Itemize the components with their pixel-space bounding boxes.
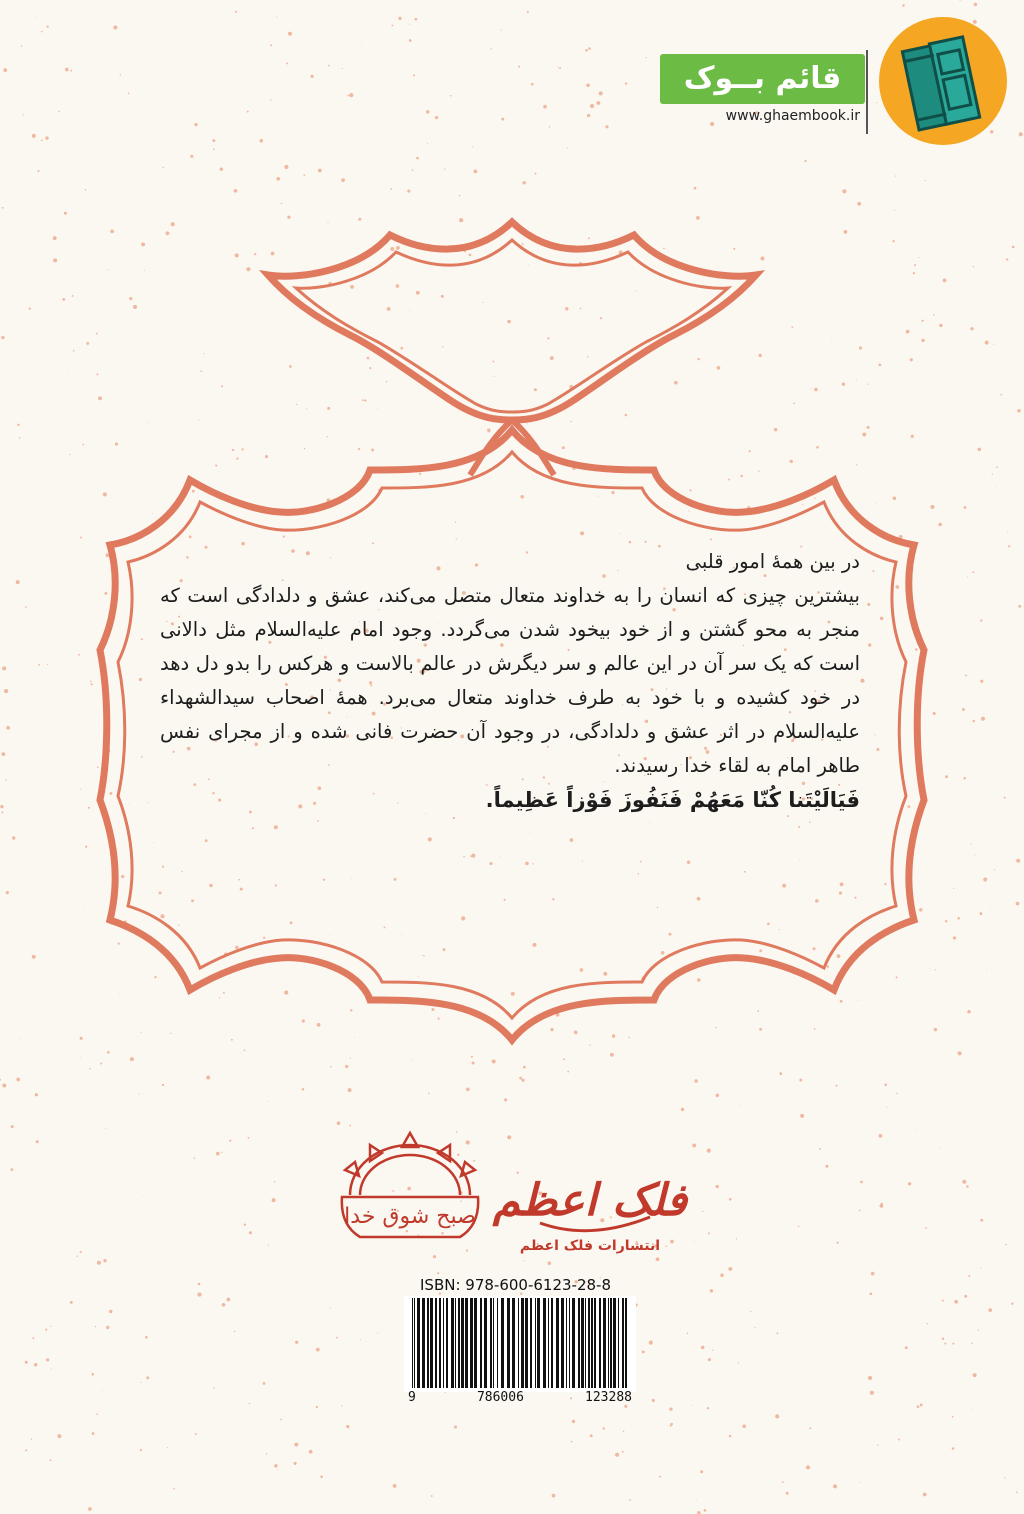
main-text-block xyxy=(160,545,860,817)
brand-url[interactable]: www.ghaembook.ir xyxy=(725,108,860,124)
upper-ornament-inner xyxy=(296,240,728,412)
falak-caption: انتشارات فلک اعظم xyxy=(519,1238,661,1254)
sunrise-publisher-logo xyxy=(330,1125,490,1250)
barcode-digits-left: 786006 xyxy=(476,1390,524,1405)
brand-name: قائم بــوک xyxy=(660,54,865,104)
main-text-paragraph: بیشترین چیزی که انسان را به خداوند متعال متصل می‌کند، عشق و دلدادگی است که منجر به محو گشتن و از خود بیخود شدن می‌گردد. وجود امام عليه‌السلام مثل دالانی است که یک سر آن در این عالم و سر دیگرش در عالم بالاست و هرکس را بدو دل دهد در خود کشیده و با خود به طرف خداوند متعال می‌برد. همهٔ اصحاب سیدالشهداء عليه‌السلام در اثر عشق و دلدادگی، در وجود آن حضرت فانی شده و از مجرای نفس طاهر امام به لقاء خدا رسیدند. xyxy=(160,584,860,777)
isbn-barcode xyxy=(404,1296,636,1392)
brand-separator xyxy=(866,50,868,134)
main-text-title: در بین همهٔ امور قلبی xyxy=(685,550,860,573)
barcode-digits xyxy=(404,1390,636,1410)
svg-text:فلک اعظم: فلک اعظم xyxy=(492,1175,688,1226)
svg-text:صبح شوق خدا: صبح شوق خدا xyxy=(344,1204,476,1229)
quran-verse: فَیَالَیْتَنا کُنّا مَعَهُمْ فَنَفُوزَ فَوْزاً عَظِیماً. xyxy=(485,788,860,812)
isbn-label: ISBN: 978-600-6123-28-8 xyxy=(420,1276,611,1294)
ghaembook-logo-icon xyxy=(876,14,1010,148)
barcode-digit-first: 9 xyxy=(408,1390,416,1405)
barcode-digits-right: 123288 xyxy=(585,1390,632,1405)
